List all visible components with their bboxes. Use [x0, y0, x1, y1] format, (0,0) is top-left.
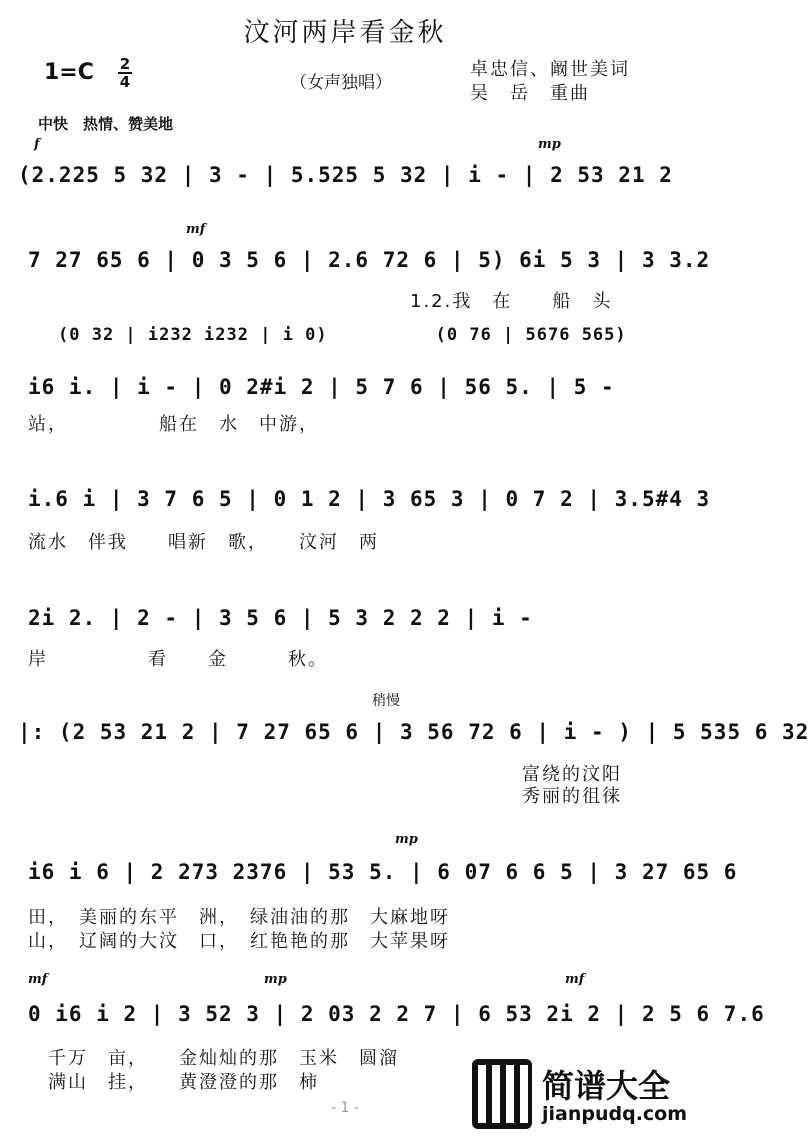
lyric-line: 流水 伴我 唱新 歌， 汶河 两 — [28, 532, 379, 553]
notation-row: |: (2 53 21 2 | 7 27 65 6 | 3 56 72 6 | i - ) | 5 535 6 32 — [18, 720, 809, 744]
time-signature-bottom: 4 — [119, 73, 131, 91]
notation-row: 7 27 65 6 | 0 3 5 6 | 2.6 72 6 | 5) 6i 5 3 | 3 3.2 — [28, 248, 711, 272]
accompaniment-row: (0 32 | i232 i232 | i 0) (0 76 | 5676 565) — [58, 325, 627, 345]
dynamic-mark: f — [34, 137, 40, 152]
lyric-line: 岸 看 金 秋。 — [28, 649, 328, 670]
dynamic-mark: mf — [565, 972, 585, 987]
site-logo — [472, 1059, 688, 1129]
lyric-line: 富绕的汶阳 — [522, 764, 622, 785]
notation-row: (2.225 5 32 | 3 - | 5.525 5 32 | i - | 2 53 21 2 — [18, 163, 673, 187]
notation-row: i.6 i | 3 7 6 5 | 0 1 2 | 3 65 3 | 0 7 2 | 3.5#4 3 — [28, 487, 711, 511]
lyric-line: 1.2.我 在 船 头 — [410, 291, 613, 312]
time-signature-top: 2 — [119, 55, 131, 73]
lyric-line-verse2: 满山 挂， 黄澄澄的那 柿 — [48, 1072, 319, 1093]
lyric-line-verse2: 山， 辽阔的大汶 口， 红艳艳的那 大苹果呀 — [28, 931, 450, 952]
dynamic-mark: mf — [186, 222, 206, 237]
logo-text: 简谱大全 — [542, 1067, 671, 1105]
time-signature — [118, 56, 132, 90]
page-number: - 1 - — [331, 1100, 359, 1116]
lyricist-credit: 卓忠信、阚世美词 — [470, 59, 630, 80]
dynamic-mark: mf — [28, 972, 48, 987]
tempo-change: 稍慢 — [372, 693, 400, 709]
notation-row: i6 i. | i - | 0 2#i 2 | 5 7 6 | 56 5. | 5 - — [28, 375, 615, 399]
performance-style: （女声独唱） — [290, 73, 392, 93]
lyric-line: 田， 美丽的东平 洲， 绿油油的那 大麻地呀 — [28, 907, 450, 928]
page-title: 汶河两岸看金秋 — [243, 18, 447, 48]
notation-row: 2i 2. | 2 - | 3 5 6 | 5 3 2 2 2 | i - — [28, 606, 533, 630]
lyric-line: 站， 船在 水 中游， — [28, 414, 319, 435]
notation-row: 0 i6 i 2 | 3 52 3 | 2 03 2 2 7 | 6 53 2i 2 | 2 5 6 7.6 — [28, 1002, 765, 1026]
lyric-line-verse2: 秀丽的徂徕 — [522, 786, 622, 807]
tempo-marking: 中快 热情、赞美地 — [38, 115, 174, 133]
dynamic-mark: mp — [538, 137, 561, 152]
logo-url: jianpudq.com — [542, 1103, 688, 1125]
dynamic-mark: mp — [264, 972, 287, 987]
notation-row: i6 i 6 | 2 273 2376 | 53 5. | 6 07 6 6 5 | 3 27 65 6 — [28, 860, 738, 884]
composer-credit: 吴 岳 重曲 — [470, 83, 590, 104]
lyric-line: 千万 亩， 金灿灿的那 玉米 圆溜 — [48, 1048, 399, 1069]
key-signature: 1=C — [44, 60, 94, 85]
piano-keys-icon — [472, 1059, 532, 1129]
dynamic-mark: mp — [395, 832, 418, 847]
